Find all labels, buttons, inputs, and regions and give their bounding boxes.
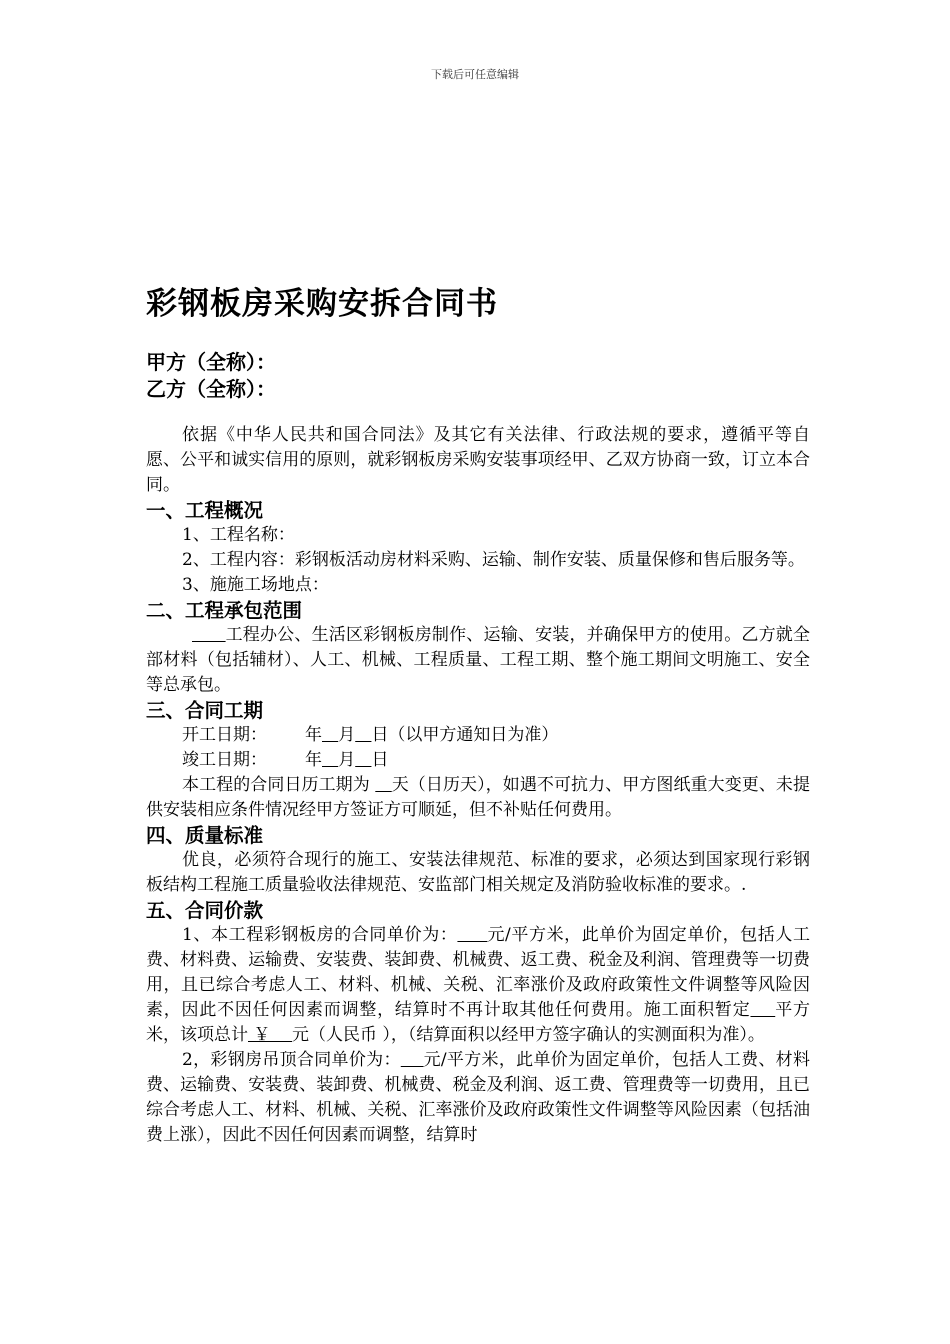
start-month: 月	[338, 725, 356, 745]
s3-end-date	[146, 748, 810, 773]
start-date-label: 开工日期：	[182, 725, 267, 745]
s3-start-date	[146, 723, 810, 748]
end-year: 年	[305, 750, 322, 770]
page-header-note: 下载后可任意编辑	[431, 68, 519, 81]
end-month-blank	[322, 750, 338, 770]
start-day-blank	[355, 725, 371, 745]
s2-blank	[192, 625, 226, 645]
section-5-heading: 五、合同价款	[146, 899, 264, 922]
section-2-heading: 二、工程承包范围	[146, 599, 303, 622]
end-month: 月	[338, 750, 356, 770]
p2-text-a: 2，彩钢房吊顶合同单价为：	[182, 1050, 401, 1070]
s3-period-paragraph	[146, 773, 810, 823]
end-date-tail: 日	[371, 750, 389, 770]
p1-text-b: 元/平方米，此单价为固定单价，包括人工费、材料费、运输费、安装费、装卸费、机械费、返工费、税金及利润、管理费等一切费用，且已综合考虑人工、材料、机械、关税、汇率涨价及政府政策性文件调整等风险因素，因此不因任何因素而调整，结算时不再计取其他任何费用。施工面积暂定	[146, 925, 810, 1020]
intro-paragraph: 依据《中华人民共和国合同法》及其它有关法律、行政法规的要求，遵循平等自愿、公平和诚实信用的原则，就彩钢板房采购安装事项经甲、乙双方协商一致，订立本合同。	[146, 425, 810, 495]
section-1-heading: 一、工程概况	[146, 499, 264, 522]
s4-paragraph: 优良，必须符合现行的施工、安装法律规范、标准的要求，必须达到国家现行彩钢板结构工程施工质量验收法律规范、安监部门相关规定及消防验收标准的要求。.	[146, 850, 810, 895]
s1-item-3: 3、施施工场地点：	[182, 575, 329, 595]
unit-price-blank	[457, 925, 487, 945]
p2-text-b: 元/平方米，此单价为固定单价，包括人工费、材料费、运输费、安装费、装卸费、机械费、税金及利润、返工费、管理费等一切费用，且已综合考虑人工、材料、机械、关税、汇率涨价及政府政策性文件调整等风险因素（包括油费上涨），因此不因任何因素而调整，结算时	[146, 1050, 810, 1145]
s2-paragraph	[146, 623, 810, 698]
p1-text-c: 平方米，该项总计	[146, 1000, 810, 1045]
ceiling-price-blank	[401, 1050, 424, 1070]
start-year: 年	[305, 725, 322, 745]
section-4-heading: 四、质量标准	[146, 824, 264, 847]
s5-paragraph-2	[146, 1048, 810, 1148]
party-a-label: 甲方（全称）：	[146, 350, 276, 374]
period-text-b: 天（日历天），如遇不可抗力、甲方图纸重大变更、未提供安装相应条件情况经甲方签证方可顺延，但不补贴任何费用。	[146, 775, 811, 820]
start-date-tail: 日（以甲方通知日为准）	[371, 725, 559, 745]
start-month-blank	[322, 725, 338, 745]
s1-item-1: 1、工程名称：	[182, 525, 295, 545]
party-b-label: 乙方（全称）：	[146, 377, 276, 401]
s5-paragraph-1	[146, 923, 810, 1048]
p1-text-d: 元（人民币 ），（结算面积以经甲方签字确认的实测面积为准）。	[292, 1025, 765, 1045]
document-title: 彩钢板房采购安拆合同书	[146, 286, 498, 322]
end-date-label: 竣工日期：	[182, 750, 267, 770]
end-day-blank	[355, 750, 371, 770]
period-days-blank	[375, 775, 391, 795]
total-yen-blank: ￥	[248, 1025, 293, 1045]
period-text-a: 本工程的合同日历工期为	[182, 775, 376, 795]
area-blank	[750, 1000, 775, 1020]
contract-body	[146, 423, 810, 1148]
section-3-heading: 三、合同工期	[146, 699, 264, 722]
p1-text-a: 1、本工程彩钢板房的合同单价为：	[182, 925, 458, 945]
s2-text: 工程办公、生活区彩钢板房制作、运输、安装，并确保甲方的使用。乙方就全部材料（包括辅材）、人工、机械、工程质量、工程工期、整个施工期间文明施工、安全等总承包。	[146, 625, 810, 695]
s1-item-2: 2、工程内容：彩钢板活动房材料采购、运输、制作安装、质量保修和售后服务等。	[182, 550, 805, 570]
